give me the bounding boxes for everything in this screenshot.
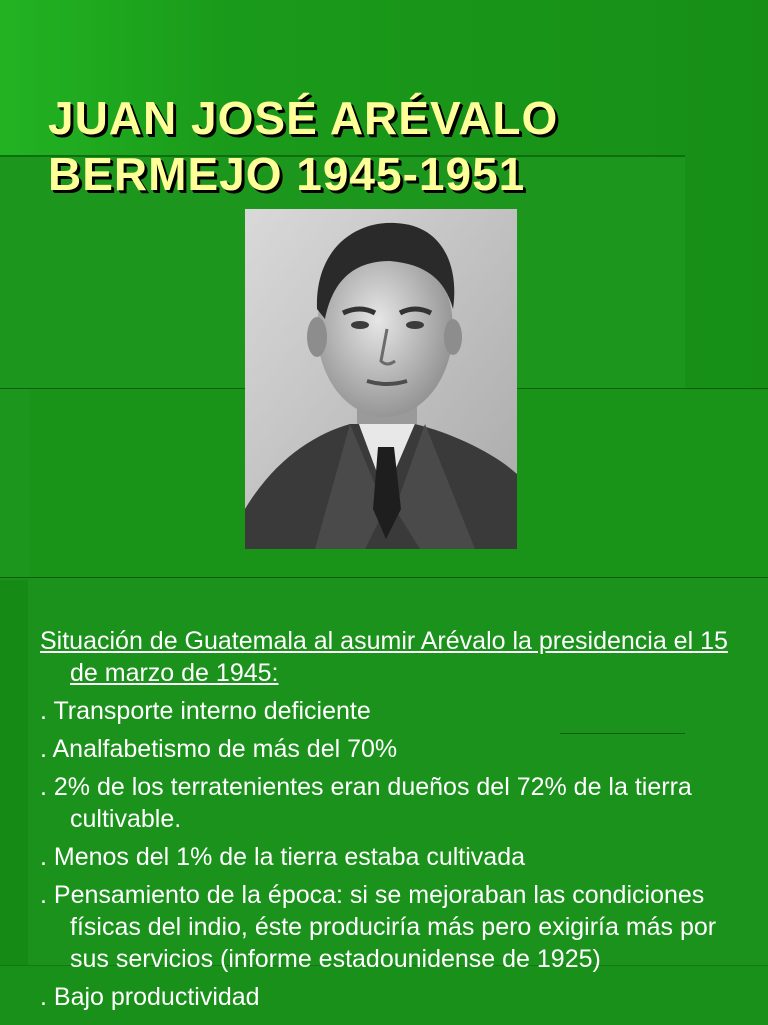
list-item: . Menos del 1% de la tierra estaba cultivada bbox=[40, 843, 525, 871]
list-item: . 2% de los terratenientes eran dueños del 72% de la tierra cultivable. bbox=[40, 773, 692, 833]
background-panel bbox=[0, 580, 28, 1024]
slide-title-line: JUAN JOSÉ ARÉVALO bbox=[48, 92, 559, 144]
slide-title bbox=[48, 90, 558, 202]
slide-title-line: BERMEJO 1945-1951 bbox=[48, 148, 526, 200]
portrait-photo bbox=[245, 209, 517, 549]
background-divider bbox=[0, 577, 768, 578]
list-item: . Pensamiento de la época: si se mejoraban las condiciones físicas del indio, éste produciría más pero exigiría más por sus servicios (informe estadounidense de 1925) bbox=[40, 881, 717, 973]
list-item: . Analfabetismo de más del 70% bbox=[40, 735, 398, 763]
list-item: . Transporte interno deficiente bbox=[40, 697, 371, 725]
slide-content bbox=[40, 625, 730, 1013]
content-heading: Situación de Guatemala al asumir Arévalo la presidencia el 15 de marzo de 1945: bbox=[40, 627, 728, 687]
list-item: . Bajo productividad bbox=[40, 983, 260, 1011]
